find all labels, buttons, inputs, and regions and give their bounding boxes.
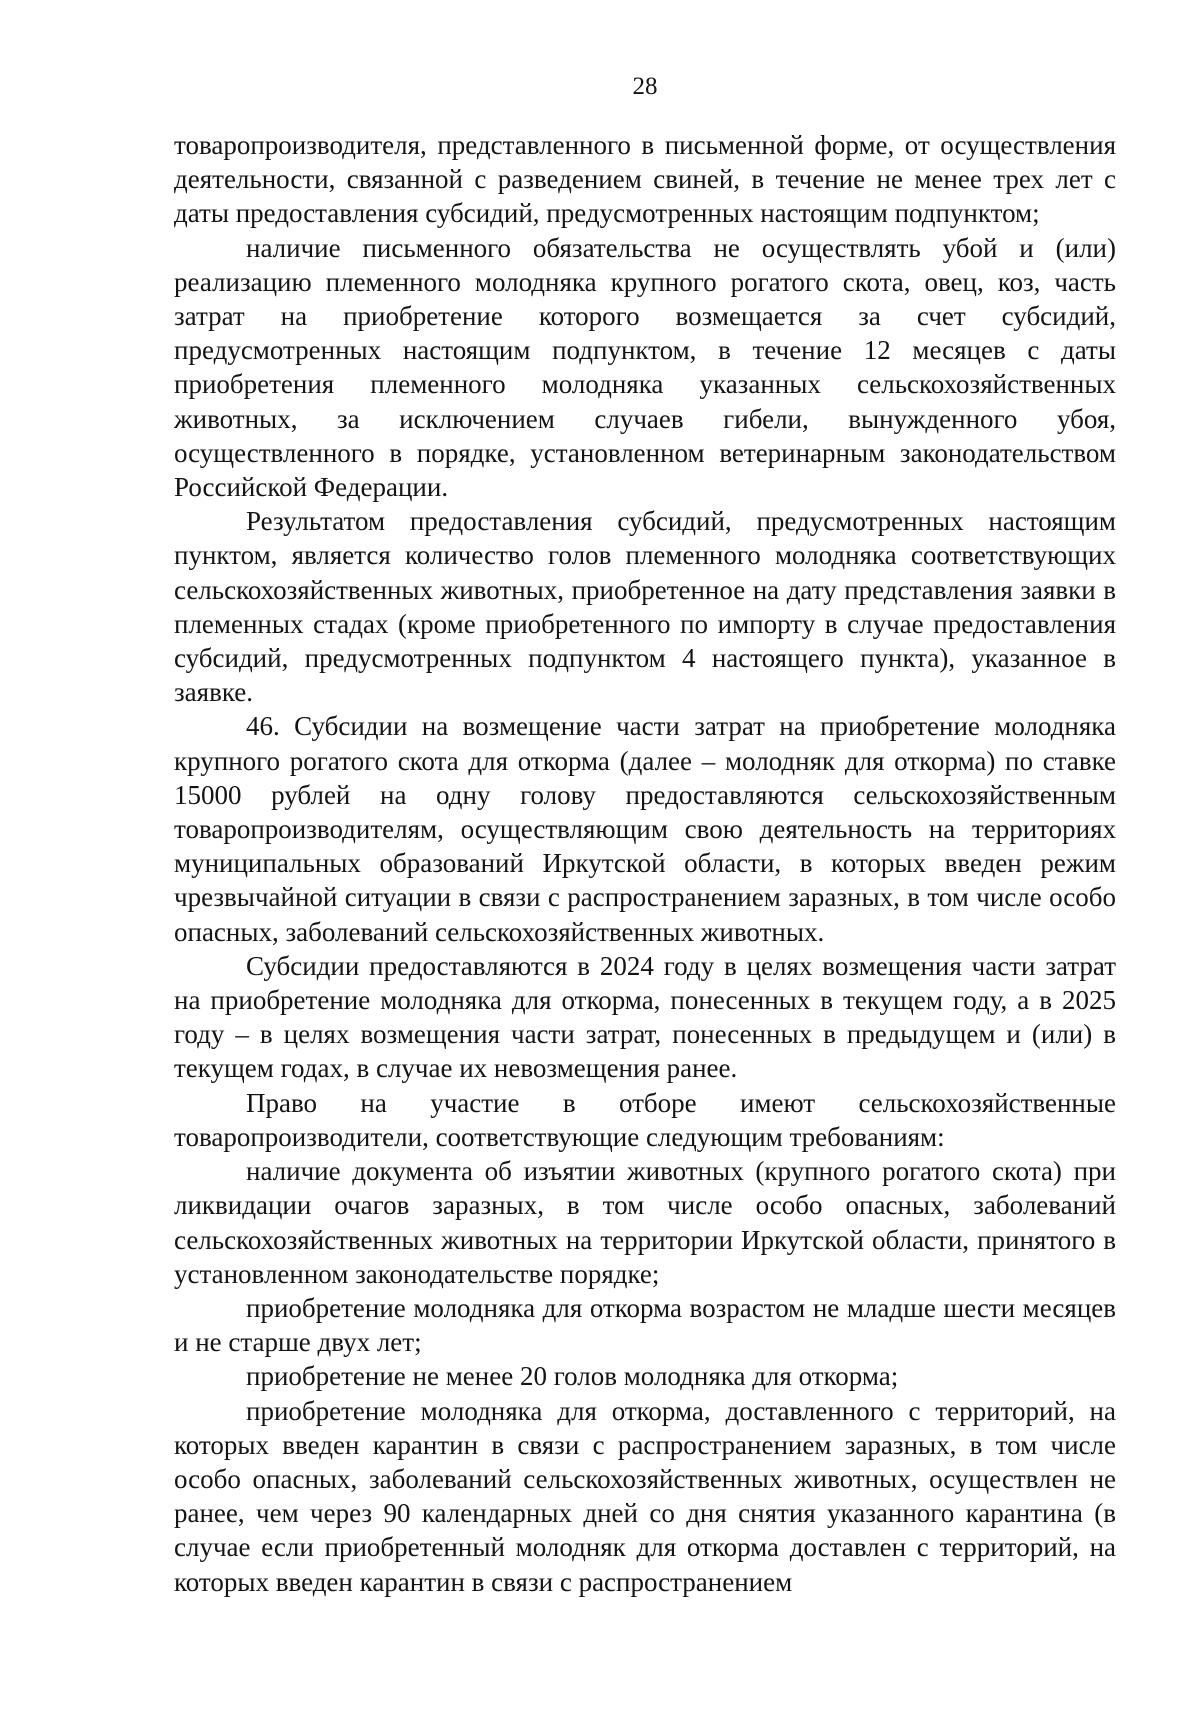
- paragraph-result: Результатом предоставления субсидий, предусмотренных настоящим пунктом, является количество голов племенного молодняка соответствующих сельскохозяйственных животных, приобретенное на дату представления заявки в племенных стадах (кроме приобретенного по импорту в случае предоставления субсидий, предусмотренных подпунктом 4 настоящего пункта), указанное в заявке.: [174, 506, 1116, 708]
- paragraph-requirement-age: приобретение молодняка для откорма возрастом не младше шести месяцев и не старше двух лет;: [174, 1292, 1116, 1358]
- page-number: 28: [632, 73, 658, 100]
- paragraph-selection-right: Право на участие в отборе имеют сельскохозяйственные товаропроизводители, соответствующие следующим требованиям:: [174, 1087, 1116, 1152]
- document-body: [174, 128, 1116, 1599]
- paragraph-requirement-document: наличие документа об изъятии животных (крупного рогатого скота) при ликвидации очагов заразных, в том числе особо опасных, заболеваний сельскохозяйственных животных на территории Иркутской области, принятого в установленном законодательстве порядке;: [174, 1156, 1116, 1289]
- paragraph-continuation: товаропроизводителя, представленного в письменной форме, от осуществления деятельности, связанной с разведением свиней, в течение не менее трех лет с даты предоставления субсидий, предусмотренных настоящим подпунктом;: [174, 130, 1116, 229]
- paragraph-requirement-quantity: приобретение не менее 20 голов молодняка для откорма;: [246, 1361, 899, 1392]
- paragraph-item-46: 46. Субсидии на возмещение части затрат на приобретение молодняка крупного рогатого скота для откорма (далее – молодняк для откорма) по ставке 15000 рублей на одну голову предоставляются сельскохозяйственным товаропроизводителям, осуществляющим свою деятельность на территориях муниципальных образований Иркутской области, в которых введен режим чрезвычайной ситуации в связи с распространением заразных, в том числе особо опасных, заболеваний сельскохозяйственных животных.: [174, 711, 1116, 947]
- paragraph-obligation: наличие письменного обязательства не осуществлять убой и (или) реализацию племенного молодняка крупного рогатого скота, овец, коз, часть затрат на приобретение которого возмещается за счет субсидий, предусмотренных настоящим подпунктом, в течение 12 месяцев с даты приобретения племенного молодняка указанных сельскохозяйственных животных, за исключением случаев гибели, вынужденного убоя, осуществленного в порядке, установленном ветеринарным законодательством Российской Федерации.: [174, 232, 1116, 503]
- paragraph-subsidy-years: Субсидии предоставляются в 2024 году в целях возмещения части затрат на приобретение молодняка для откорма, понесенных в текущем году, а в 2025 году – в целях возмещения части затрат, понесенных в предыдущем и (или) в текущем годах, в случае их невозмещения ранее.: [174, 950, 1116, 1084]
- paragraph-requirement-quarantine: приобретение молодняка для откорма, доставленного с территорий, на которых введен карантин в связи с распространением заразных, в том числе особо опасных, заболеваний сельскохозяйственных животных, осуществлен не ранее, чем через 90 календарных дней со дня снятия указанного карантина (в случае если приобретенный молодняк для откорма доставлен с территорий, на которых введен карантин в связи с распространением: [174, 1395, 1116, 1597]
